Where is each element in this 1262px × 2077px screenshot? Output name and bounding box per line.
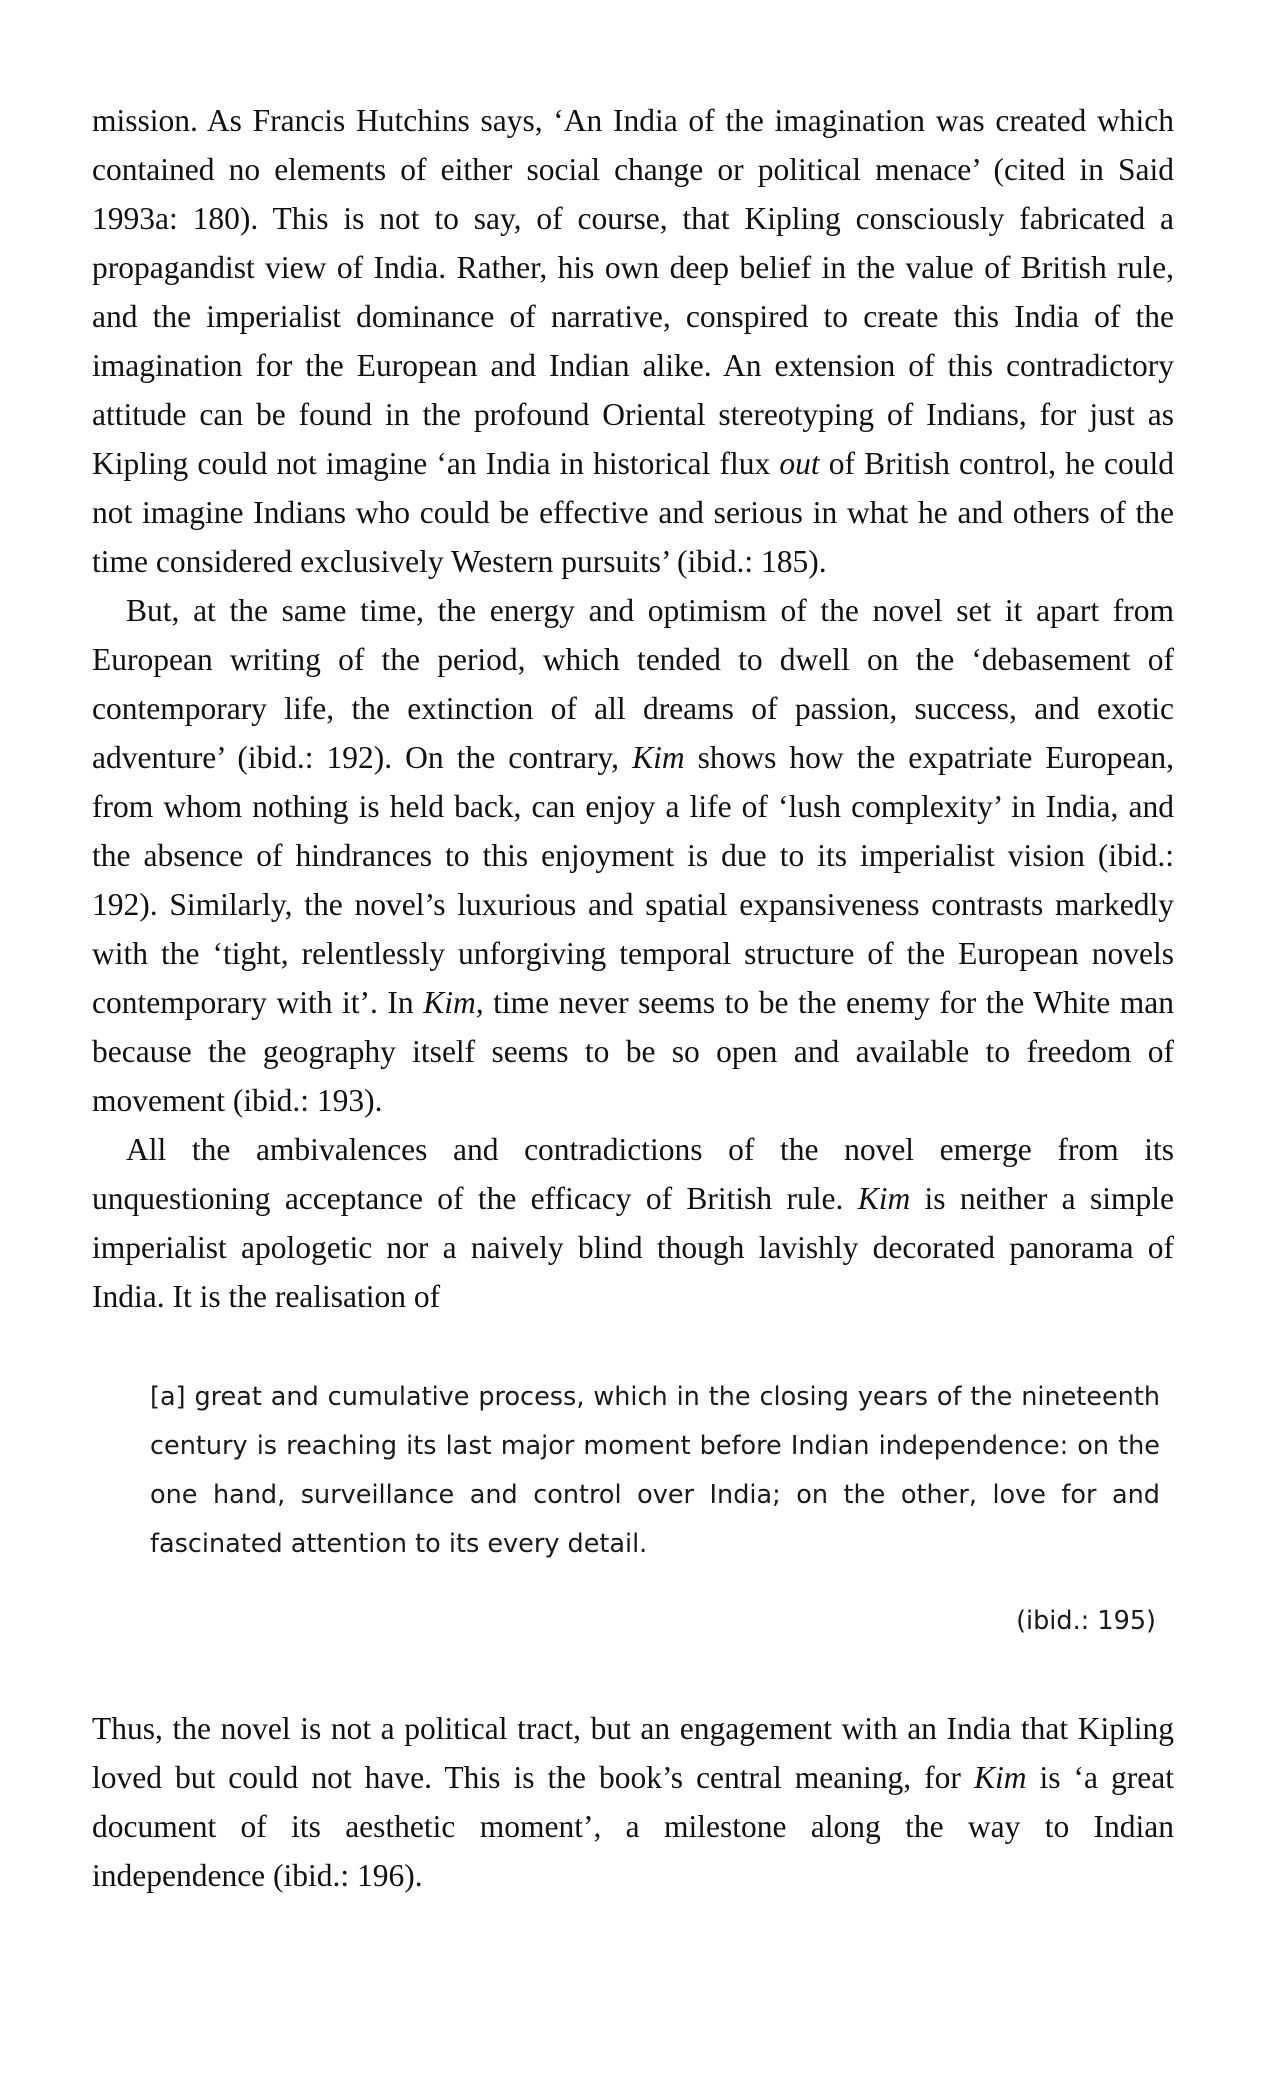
paragraph-1: mission. As Francis Hutchins says, ‘An India of the imagination was created which contained no elements of either social change or political menace’ (cited in Said 1993a: 180). This is not to say, of course, that Kipling consciously fabricated a propagandist view of India. Rather, his own deep belief in the value of British rule, and the imperialist dominance of narrative, conspired to create this India of the imagination for the European and Indian alike. An extension of this contradictory attitude can be found in the profound Oriental stereotyping of Indians, for just as Kipling could not imagine ‘an India in historical flux out of British control, he could not imagine Indians who could be effective and serious in what he and others of the time considered exclusively Western pursuits’ (ibid.: 185). [92,103,1174,579]
paragraph-2: But, at the same time, the energy and optimism of the novel set it apart from European writing of the period, which tended to dwell on the ‘debasement of contemporary life, the extinction of all dreams of passion, success, and exotic adventure’ (ibid.: 192). On the contrary, Kim shows how the expatriate European, from whom nothing is held back, can enjoy a life of ‘lush complexity’ in India, and the absence of hindrances to this enjoyment is due to its imperialist vision (ibid.: 192). Similarly, the novel’s luxurious and spatial expansiveness contrasts markedly with the ‘tight, relentlessly unforgiving temporal structure of the European novels contemporary with it’. In Kim, time never seems to be the enemy for the White man because the geography itself seems to be so open and available to freedom of movement (ibid.: 193). [92,593,1174,1118]
block-quote-text: [a] great and cumulative process, which in the closing years of the nineteenth century is reaching its last major moment before Indian independence: on the one hand, surveillance and control over India; on the other, love for and fascinated attention to its every detail. [150,1382,1160,1559]
block-quote-citation: (ibid.: 195) [1016,1606,1156,1636]
paragraph-3: All the ambivalences and contradictions of the novel emerge from its unquestioning acceptance of the efficacy of British rule. Kim is neither a simple imperialist apologetic nor a naively blind though lavishly decorated panorama of India. It is the realisation of [92,1132,1174,1314]
block-quote [150,1373,1160,1646]
paragraph-4: Thus, the novel is not a political tract, but an engagement with an India that Kipling loved but could not have. This is the book’s central meaning, for Kim is ‘a great document of its aesthetic moment’, a milestone along the way to Indian independence (ibid.: 196). [92,1711,1174,1893]
